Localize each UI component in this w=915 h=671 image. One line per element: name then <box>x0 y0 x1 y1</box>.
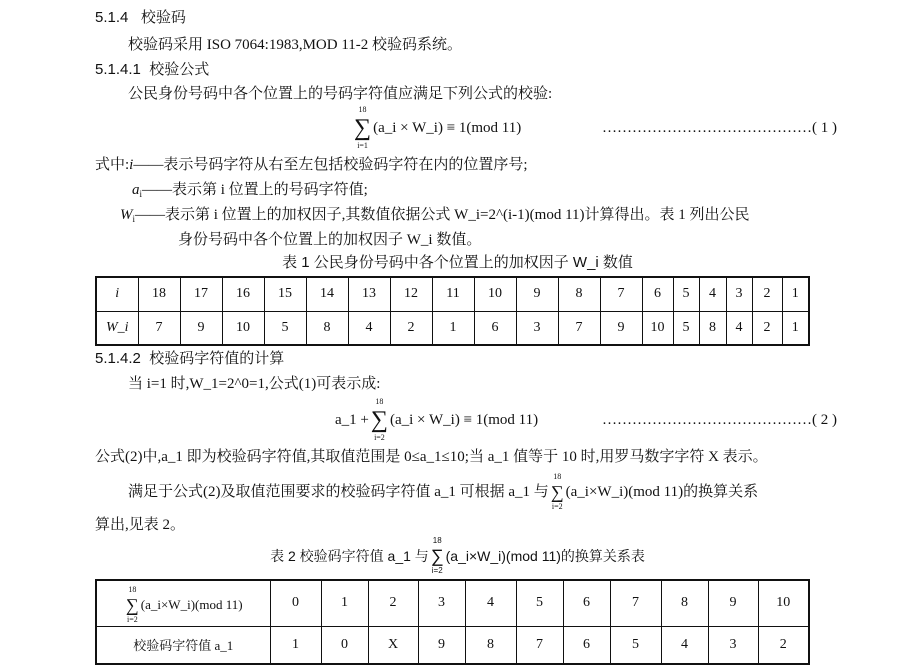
table-cell-check: 3 <box>708 626 758 664</box>
section-number: 5.1.4 <box>95 9 129 26</box>
table-1-caption: 表 1 公民身份号码中各个位置上的加权因子 W_i 数值 <box>282 254 633 271</box>
section-number: 5.1.4.1 <box>95 61 141 78</box>
table-cell-position: 17 <box>180 277 222 311</box>
sum-upper-limit: 18 <box>553 472 562 481</box>
table-cell-weight: 1 <box>432 311 474 345</box>
table-cell-weight: 5 <box>264 311 306 345</box>
formula-1 <box>352 105 521 151</box>
symbol: W <box>120 207 133 223</box>
section-5-1-4-2-heading <box>95 349 284 369</box>
table-cell-weight: 10 <box>642 311 673 345</box>
summation <box>551 472 564 512</box>
sigma-symbol: ∑ <box>125 595 139 616</box>
sum-upper-limit: 18 <box>432 536 442 545</box>
row-header <box>96 277 138 311</box>
row-header-label: W_i <box>105 319 129 335</box>
formula-body: (a_i × W_i) ≡ 1(mod 11) <box>389 412 539 428</box>
subscript: i <box>139 189 143 199</box>
sum-lower-limit: i=2 <box>431 566 443 575</box>
paragraph-text: (a_i×W_i)(mod 11)的换算关系 <box>565 484 759 500</box>
table-cell-position: 11 <box>432 277 474 311</box>
section-5-1-4-1-heading <box>95 60 209 80</box>
equation-tag: ( 1 ) <box>812 120 837 136</box>
row-header-label: (a_i×W_i)(mod 11) <box>140 597 243 613</box>
table-cell-mod: 4 <box>465 580 516 626</box>
table-cell-weight: 8 <box>306 311 348 345</box>
sum-lower-limit: i=2 <box>126 615 138 625</box>
paragraph: 公民身份号码中各个位置上的号码字符值应满足下列公式的校验: <box>128 86 553 102</box>
table-cell-mod: 7 <box>610 580 661 626</box>
row-header <box>96 580 270 626</box>
section-5-1-4-heading <box>95 8 186 28</box>
caption-text: (a_i×W_i)(mod 11)的换算关系表 <box>445 548 645 564</box>
row-header <box>96 311 138 345</box>
section-title: 校验码 <box>140 9 186 26</box>
summation <box>431 536 444 576</box>
paragraph: 当 i=1 时,W_1=2^0=1,公式(1)可表示成: <box>128 376 381 392</box>
table-cell-position: 9 <box>516 277 558 311</box>
table-cell-position: 13 <box>348 277 390 311</box>
paragraph <box>128 472 758 512</box>
table-row-mod <box>96 580 809 626</box>
table-cell-check: 7 <box>516 626 563 664</box>
where-i <box>95 155 528 175</box>
definition: ——表示第 i 位置上的加权因子,其数值依据公式 W_i=2^(i-1)(mod 11)计算得出。表 1 列出公民 <box>135 207 750 223</box>
table-cell-position: 16 <box>222 277 264 311</box>
table-1-weights <box>95 276 810 346</box>
row-header: 校验码字符值 a_1 <box>96 626 270 664</box>
table-cell-weight: 6 <box>474 311 516 345</box>
table-cell-mod: 2 <box>368 580 418 626</box>
equation-tag: ( 2 ) <box>812 412 837 428</box>
table-2-conversion <box>95 579 810 665</box>
table-cell-weight: 9 <box>600 311 642 345</box>
where-a <box>132 180 368 200</box>
formula-2 <box>335 397 538 443</box>
table-cell-weight: 2 <box>390 311 432 345</box>
table-cell-position: 4 <box>699 277 726 311</box>
table-cell-check: 4 <box>661 626 708 664</box>
table-cell-check: X <box>368 626 418 664</box>
table-cell-check: 5 <box>610 626 661 664</box>
sigma-symbol: ∑ <box>550 482 564 502</box>
formula-2-number <box>602 410 837 430</box>
sum-lower-limit: i=2 <box>551 502 563 511</box>
table-cell-position: 5 <box>673 277 699 311</box>
where-w-cont: 身份号码中各个位置上的加权因子 W_i 数值。 <box>178 232 482 248</box>
paragraph-text: 满足于公式(2)及取值范围要求的校验码字符值 a_1 可根据 a_1 与 <box>128 484 549 500</box>
table-cell-weight: 9 <box>180 311 222 345</box>
paragraph: 公式(2)中,a_1 即为校验码字符值,其取值范围是 0≤a_1≤10;当 a_1 值等于 10 时,用罗马数字字符 X 表示。 <box>95 449 768 465</box>
table-cell-weight: 4 <box>726 311 752 345</box>
table-row-check <box>96 626 809 664</box>
table-row-weight <box>96 311 809 345</box>
sigma-symbol: ∑ <box>354 115 372 141</box>
table-cell-mod: 5 <box>516 580 563 626</box>
section-title: 校验码字符值的计算 <box>149 350 285 367</box>
formula-prefix: a_1 + <box>335 412 369 428</box>
sum-lower-limit: i=2 <box>374 433 385 442</box>
table-cell-weight: 5 <box>673 311 699 345</box>
table-cell-check: 2 <box>758 626 809 664</box>
table-cell-position: 15 <box>264 277 306 311</box>
table-cell-position: 3 <box>726 277 752 311</box>
table-cell-position: 1 <box>782 277 809 311</box>
table-cell-weight: 3 <box>516 311 558 345</box>
table-row-position <box>96 277 809 311</box>
table-cell-position: 18 <box>138 277 180 311</box>
summation <box>354 105 371 151</box>
caption-text: 表 2 校验码字符值 a_1 与 <box>270 548 429 564</box>
leader-dots: …………………………………… <box>602 412 812 428</box>
sum-upper-limit: 18 <box>358 105 367 114</box>
section-number: 5.1.4.2 <box>95 350 141 367</box>
where-w <box>120 205 750 225</box>
table-cell-check: 6 <box>563 626 610 664</box>
table-cell-weight: 1 <box>782 311 809 345</box>
table-cell-position: 10 <box>474 277 516 311</box>
table-2-caption <box>0 536 915 576</box>
summation <box>126 585 139 625</box>
table-cell-check: 9 <box>418 626 465 664</box>
formula-body: (a_i × W_i) ≡ 1(mod 11) <box>373 120 522 136</box>
formula-1-number <box>602 118 837 138</box>
table-cell-mod: 9 <box>708 580 758 626</box>
table-cell-mod: 0 <box>270 580 321 626</box>
table-cell-check: 1 <box>270 626 321 664</box>
table-cell-position: 12 <box>390 277 432 311</box>
table-cell-mod: 3 <box>418 580 465 626</box>
sum-lower-limit: i=1 <box>357 141 368 150</box>
sigma-symbol: ∑ <box>430 546 444 566</box>
table-cell-check: 0 <box>321 626 368 664</box>
table-cell-position: 14 <box>306 277 348 311</box>
section-title: 校验公式 <box>149 61 210 78</box>
table-cell-weight: 7 <box>558 311 600 345</box>
sigma-symbol: ∑ <box>370 407 388 433</box>
table-cell-weight: 4 <box>348 311 390 345</box>
row-header-label: i <box>115 286 120 302</box>
table-cell-weight: 7 <box>138 311 180 345</box>
definition: ——表示号码字符从右至左包括校验码字符在内的位置序号; <box>133 157 528 173</box>
subscript: i <box>132 214 136 224</box>
table-cell-weight: 2 <box>752 311 782 345</box>
table-cell-position: 6 <box>642 277 673 311</box>
symbol: i <box>129 157 134 173</box>
leader-dots: …………………………………… <box>602 120 812 136</box>
paragraph: 算出,见表 2。 <box>95 517 186 533</box>
table-cell-position: 7 <box>600 277 642 311</box>
table-cell-mod: 6 <box>563 580 610 626</box>
symbol: a <box>132 182 140 198</box>
table-cell-weight: 10 <box>222 311 264 345</box>
table-cell-position: 8 <box>558 277 600 311</box>
table-cell-position: 2 <box>752 277 782 311</box>
where-label: 式中: <box>95 157 130 173</box>
sum-upper-limit: 18 <box>375 397 384 406</box>
paragraph: 校验码采用 ISO 7064:1983,MOD 11-2 校验码系统。 <box>128 37 463 53</box>
table-cell-mod: 8 <box>661 580 708 626</box>
table-cell-weight: 8 <box>699 311 726 345</box>
table-cell-check: 8 <box>465 626 516 664</box>
summation <box>371 397 388 443</box>
sum-upper-limit: 18 <box>128 585 137 595</box>
definition: ——表示第 i 位置上的号码字符值; <box>142 182 368 198</box>
table-cell-mod: 10 <box>758 580 809 626</box>
table-cell-mod: 1 <box>321 580 368 626</box>
